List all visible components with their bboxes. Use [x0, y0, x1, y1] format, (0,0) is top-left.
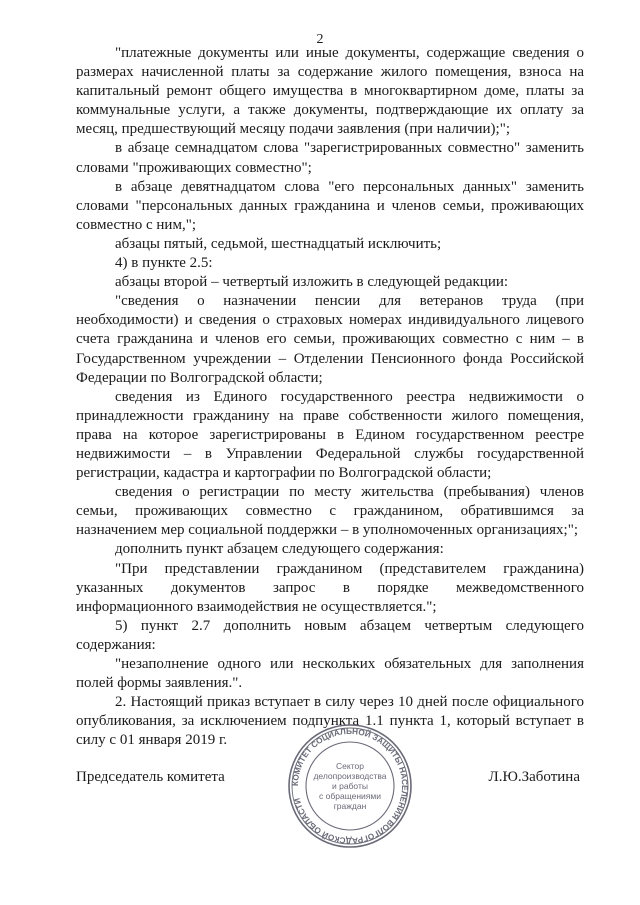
- paragraph: "При представлении гражданином (представителем гражданина) указанных документов запрос в порядке межведомственного информационного взаимодействия не осуществляется.";: [76, 560, 584, 615]
- stamp-ring-text: КОМИТЕТ СОЦИАЛЬНОЙ ЗАЩИТЫ НАСЕЛЕНИЯ ВОЛГОГРАДСКОЙ ОБЛАСТИ: [290, 726, 410, 846]
- paragraph: в абзаце семнадцатом слова "зарегистрированных совместно" заменить словами "проживающих совместно";: [76, 140, 584, 176]
- paragraph: сведения о регистрации по месту жительства (пребывания) членов семьи, проживающих совместно с гражданином, обратившимся за назначением мер социальной поддержки – в уполномоченных организациях;";: [76, 484, 584, 539]
- stamp-center-line: и работы: [332, 781, 368, 791]
- paragraph: "платежные документы или иные документы, содержащие сведения о размерах начисленной платы за содержание жилого помещения, взноса на капитальный ремонт общего имущества в многоквартирном доме, платы за коммунальные услуги, а также документы, подтверждающие их оплату за месяц, предшествующий месяцу подачи заявления (при наличии);";: [76, 45, 584, 138]
- paragraph: 4) в пункте 2.5:: [115, 255, 213, 272]
- page-number: 2: [316, 32, 324, 47]
- paragraph: сведения из Единого государственного реестра недвижимости о принадлежности гражданину на праве собственности жилого помещения, права на которое зарегистрированы в Едином государственном реестре недвижимости – в Управлении Федеральной службы государственной регистрации, кадастра и картографии по Волгоградской области;: [76, 388, 584, 482]
- paragraph: дополнить пункт абзацем следующего содержания:: [115, 541, 444, 558]
- paragraph: "сведения о назначении пенсии для ветеранов труда (при необходимости) и сведения о страховых номерах индивидуального лицевого счета гражданина и членов его семьи, проживающих совместно с ним – в Государственном учреждении – Отделении Пенсионного фонда Российской Федерации по Волгоградской области;: [76, 293, 584, 386]
- paragraph: абзацы второй – четвертый изложить в следующей редакции:: [115, 274, 509, 291]
- signature-name: Л.Ю.Заботина: [488, 769, 580, 785]
- stamp-center-line: граждан: [333, 801, 367, 811]
- paragraph: в абзаце девятнадцатом слова "его персональных данных" заменить словами "персональных данных гражданина и членов семьи, проживающих совместно с ним,";: [76, 178, 584, 233]
- paragraph: 5) пункт 2.7 дополнить новым абзацем четвертым следующего содержания:: [76, 617, 584, 653]
- paragraph: абзацы пятый, седьмой, шестнадцатый исключить;: [115, 235, 442, 252]
- stamp-center-line: делопроизводства: [313, 771, 387, 781]
- document-body: [76, 44, 584, 750]
- stamp-center-line: Сектор: [336, 761, 364, 771]
- paragraph: "незаполнение одного или нескольких обязательных для заполнения полей формы заявления.".: [76, 656, 584, 692]
- signature-position: Председатель комитета: [76, 769, 225, 785]
- stamp-center-line: с обращениями: [319, 791, 381, 801]
- paragraph: 2. Настоящий приказ вступает в силу через 10 дней после официального опубликования, за исключением подпункта 1.1 пункта 1, который вступает в силу с 01 января 2019 г.: [76, 694, 584, 749]
- official-stamp: [286, 722, 414, 850]
